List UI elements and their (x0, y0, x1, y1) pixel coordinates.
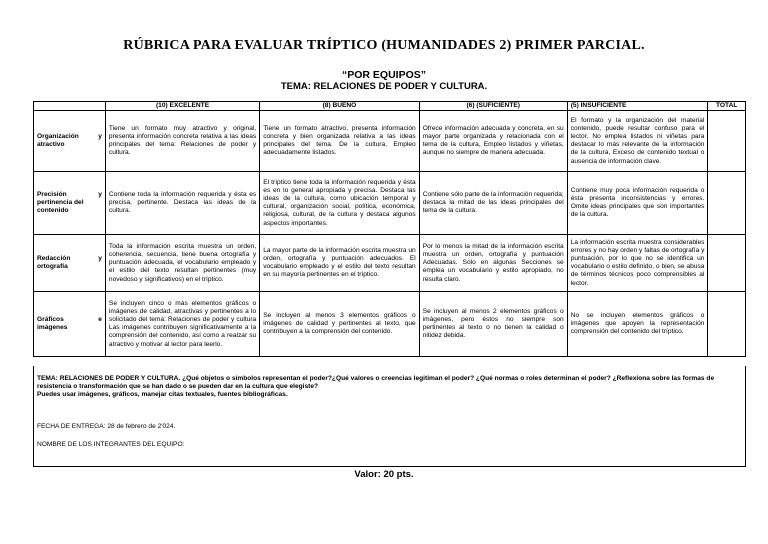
criterion-label-2: pertinencia del contenido (37, 199, 84, 215)
score-cell-excelente: Toda la información escrita muestra un orden, coherencia, secuencia, tiene buena ortografía y puntuación adecuada, el vocabulario empleado y el estilo del texto resultan pertinentes (muy novedoso y significativos) en el tríptico. (105, 235, 259, 292)
due-date: FECHA DE ENTREGA: 28 de febrero de 2'024. (37, 423, 176, 430)
total-value: Valor: 20 pts. (354, 469, 414, 480)
header-criterion (34, 102, 106, 111)
score-cell-bueno: Tiene un formato atractivo, presenta información concreta y bien organizada relativa a las ideas principales del tema. De la cultura, Empleo adecuadamente listados. (260, 111, 419, 172)
criterion-label: Redacción (37, 255, 71, 262)
table-row (34, 292, 746, 357)
table-row (34, 172, 746, 235)
score-cell-excelente: Tiene un formato muy atractivo y original, presenta información concreta relativa a las ideas principales del tema: Relaciones de poder y cultura. (105, 111, 259, 172)
table-row (34, 111, 746, 172)
criterion-label-2: imágenes (37, 324, 68, 332)
header-excelente: (10) EXCELENTE (105, 102, 259, 111)
criterion-conjunction: y (98, 133, 102, 140)
score-cell-bueno: El tríptico tiene toda la información requerida y ésta es en lo general apropiada y precisa. Destaca las ideas de la cultura, como ubicación temporal y cultural, organización social, política, económica, religiosa, cultural, de la cultura y destaca algunos aspectos importantes. (260, 172, 419, 235)
tema-instructions: TEMA: RELACIONES DE PODER Y CULTURA. ¿Qué objetos o símbolos representan el poder?¿Qué valores o creencias legitiman el poder? ¿Qué normas o roles determinan el poder? ¿Reflexiona sobre las formas de resistencia o transformación que se han dado o se pueden dar en la cultura que elegiste? (37, 375, 715, 391)
total-cell[interactable] (708, 172, 746, 235)
table-row (34, 235, 746, 292)
criterion-conjunction: y (98, 190, 102, 198)
score-cell-excelente: Se incluyen cinco o más elementos gráficos o imágenes de calidad, atractivas y pertinentes a lo solicitado del tema: Relaciones de poder y cultura Las imágenes contribuyen significativamente a la comprensión del contenido, así como a realzar su atractivo y motivar al lector para leerlo. (105, 292, 259, 357)
header-insuficiente: (5) INSUFICIENTE (567, 102, 708, 111)
header-row (34, 102, 746, 111)
score-cell-suficiente: Se incluyen al menos 2 elementos gráficos o imágenes, pero éstos no siempre son pertinentes al texto o no tienen la calidad o nitidez debida. (419, 292, 567, 357)
score-cell-insuficiente: La información escrita muestra considerables errores y no hay orden y faltas de ortografía y puntuación, por lo que no se identifica un vocabulario o estilo definido, o bien, se abusa de términos técnicos poco comprensibles al lector. (567, 235, 708, 292)
criterion-conjunction: e (98, 316, 102, 323)
header-bueno: (8) BUENO (260, 102, 419, 111)
team-members-label[interactable]: NOMBRE DE LOS INTEGRANTES DEL EQUIPO: (37, 441, 185, 448)
criterion-cell (34, 292, 106, 357)
criterion-label-2: atractivo (37, 141, 65, 149)
subtitle-topic: TEMA: RELACIONES DE PODER Y CULTURA. (280, 81, 488, 92)
score-cell-insuficiente: Contiene muy poca información requerida o ésta presenta inconsistencias y errores. Omite ideas principales que son importantes de la cultura. (567, 172, 708, 235)
score-cell-suficiente: Por lo menos la mitad de la información escrita muestra un orden, ortografía y puntuación Adecuadas. Sólo en algunas Secciones se emplea un vocabulario y estilo apropiado, no resulta claro. (419, 235, 567, 292)
page-title: RÚBRICA PARA EVALUAR TRÍPTICO (HUMANIDADES 2) PRIMER PARCIAL. (123, 38, 645, 53)
score-cell-excelente: Contiene toda la información requerida y ésta es precisa, pertinente. Destaca las ideas de la cultura. (105, 172, 259, 235)
score-cell-insuficiente: No se incluyen elementos gráficos o imágenes que apoyen la representación comprensión del contenido del tríptico. (567, 292, 708, 357)
criterion-label-2: ortografía (37, 263, 68, 271)
score-cell-insuficiente: El formato y la organización del material contenido, puede resultar confuso para el lector. No emplea listados ni viñetas para destacar lo más relevante de la información de la cultura, Exceso de contenido textual o ausencia de información clave. (567, 111, 708, 172)
criterion-label: Gráficos (37, 316, 64, 323)
score-cell-bueno: La mayor parte de la información escrita muestra un orden, ortografía y puntuación adecuados. El vocabulario empleado y el estilo del texto resultan en su mayoría pertinentes en el tríptico. (260, 235, 419, 292)
subtitle-team: “POR EQUIPOS” (341, 69, 426, 81)
score-cell-suficiente: Contiene sólo parte de la información requerida; destaca la mitad de las ideas principales del tema de la cultura. (419, 172, 567, 235)
criterion-label: Organización (37, 133, 79, 140)
criterion-cell (34, 235, 106, 292)
score-cell-suficiente: Ofrece información adecuada y concreta, en su mayor parte organizada y relacionada con el tema de la cultura, Empleo listados y viñetas, aunque no siempre de manera adecuada. (419, 111, 567, 172)
rubric-table (33, 101, 746, 357)
total-cell[interactable] (708, 111, 746, 172)
header-suficiente: (6) (SUFICIENTE) (419, 102, 567, 111)
score-cell-bueno: Se incluyen al menos 3 elementos gráficos o imágenes de calidad y pertinentes al texto, que contribuyen a la comprensión del contenido. (260, 292, 419, 357)
criterion-cell (34, 172, 106, 235)
header-total: TOTAL (708, 102, 746, 111)
criterion-conjunction: y (98, 255, 102, 262)
instructions-box (33, 366, 746, 467)
criterion-label: Precisión (37, 190, 67, 198)
criterion-cell (34, 111, 106, 172)
resources-note: Puedes usar imágenes, gráficos, manejar citas textuales, fuentes bibliográficas. (37, 391, 288, 398)
total-cell[interactable] (708, 235, 746, 292)
total-cell[interactable] (708, 292, 746, 357)
